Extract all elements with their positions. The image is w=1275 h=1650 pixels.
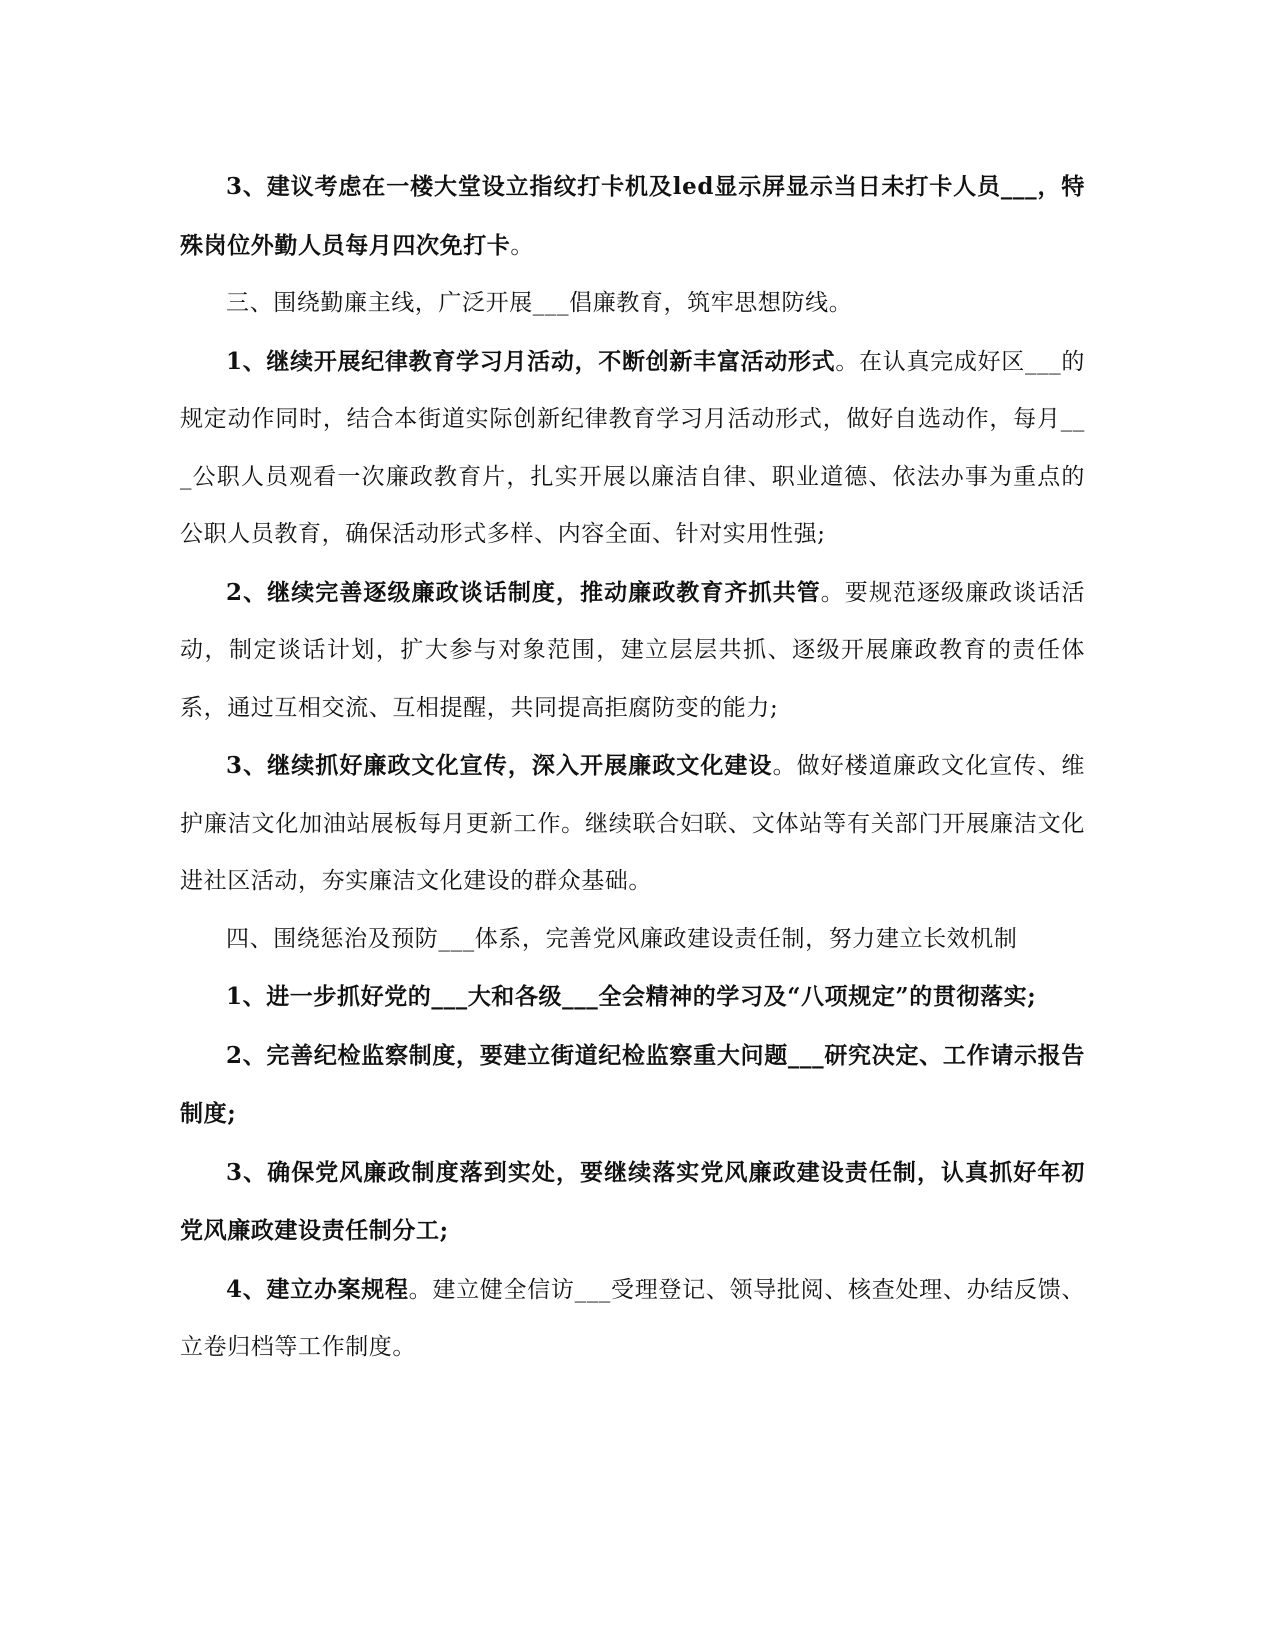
section-heading-4 — [180, 911, 1085, 969]
paragraph-bold-lead: 1、进一步抓好党的___大和各级___全会精神的学习及“八项规定”的贯彻落实; — [226, 983, 1037, 1010]
paragraph-9 — [180, 1144, 1085, 1261]
paragraph-bold-lead: 3、建议考虑在一楼大堂设立指纹打卡机及led显示屏显示当日未打卡人员___，特殊岗位外勤人员每月四次免打卡 — [180, 173, 1085, 259]
paragraph-1 — [180, 158, 1085, 275]
paragraph-bold-lead: 3、确保党风廉政制度落到实处，要继续落实党风廉政建设责任制，认真抓好年初党风廉政建设责任制分工; — [180, 1158, 1085, 1244]
paragraph-5 — [180, 737, 1085, 911]
paragraph-7 — [180, 968, 1085, 1027]
paragraph-text: 。要规范逐级廉政谈话活动，制定谈话计划，扩大参与对象范围，建立层层共抓、逐级开展廉政教育的责任体系，通过互相交流、互相提醒，共同提高拒腐防变的能力; — [180, 579, 1085, 721]
paragraph-text: 。建立健全信访___受理登记、领导批阅、核查处理、办结反馈、立卷归档等工作制度。 — [180, 1276, 1086, 1360]
section-heading-3 — [180, 275, 1085, 333]
paragraph-8 — [180, 1027, 1085, 1144]
paragraph-4 — [180, 564, 1085, 738]
paragraph-bold-lead: 3、继续抓好廉政文化宣传，深入开展廉政文化建设 — [226, 752, 773, 779]
paragraph-text: 。在认真完成好区___的规定动作同时，结合本街道实际创新纪律教育学习月活动形式，做好自选动作，每月___公职人员观看一次廉政教育片，扎实开展以廉洁自律、职业道德、依法办事为重点的公职人员教育，确保活动形式多样、内容全面、针对实用性强; — [180, 348, 1085, 547]
paragraph-3 — [180, 333, 1085, 564]
paragraph-text: 三、围绕勤廉主线，广泛开展___倡廉教育，筑牢思想防线。 — [226, 290, 853, 316]
paragraph-text: 。做好楼道廉政文化宣传、维护廉洁文化加油站展板每月更新工作。继续联合妇联、文体站等有关部门开展廉洁文化进社区活动，夯实廉洁文化建设的群众基础。 — [180, 753, 1085, 894]
paragraph-10 — [180, 1261, 1085, 1377]
paragraph-text: 。 — [510, 232, 535, 259]
paragraph-bold-lead: 1、继续开展纪律教育学习月活动，不断创新丰富活动形式 — [226, 347, 836, 375]
paragraph-bold-lead: 4、建立办案规程 — [226, 1275, 409, 1303]
document-page — [180, 158, 1085, 1377]
paragraph-bold-lead: 2、完善纪检监察制度，要建立街道纪检监察重大问题___研究决定、工作请示报告制度; — [180, 1041, 1085, 1127]
paragraph-bold-lead: 2、继续完善逐级廉政谈话制度，推动廉政教育齐抓共管 — [226, 578, 821, 606]
paragraph-text: 四、围绕惩治及预防___体系，完善党风廉政建设责任制，努力建立长效机制 — [226, 925, 1018, 952]
